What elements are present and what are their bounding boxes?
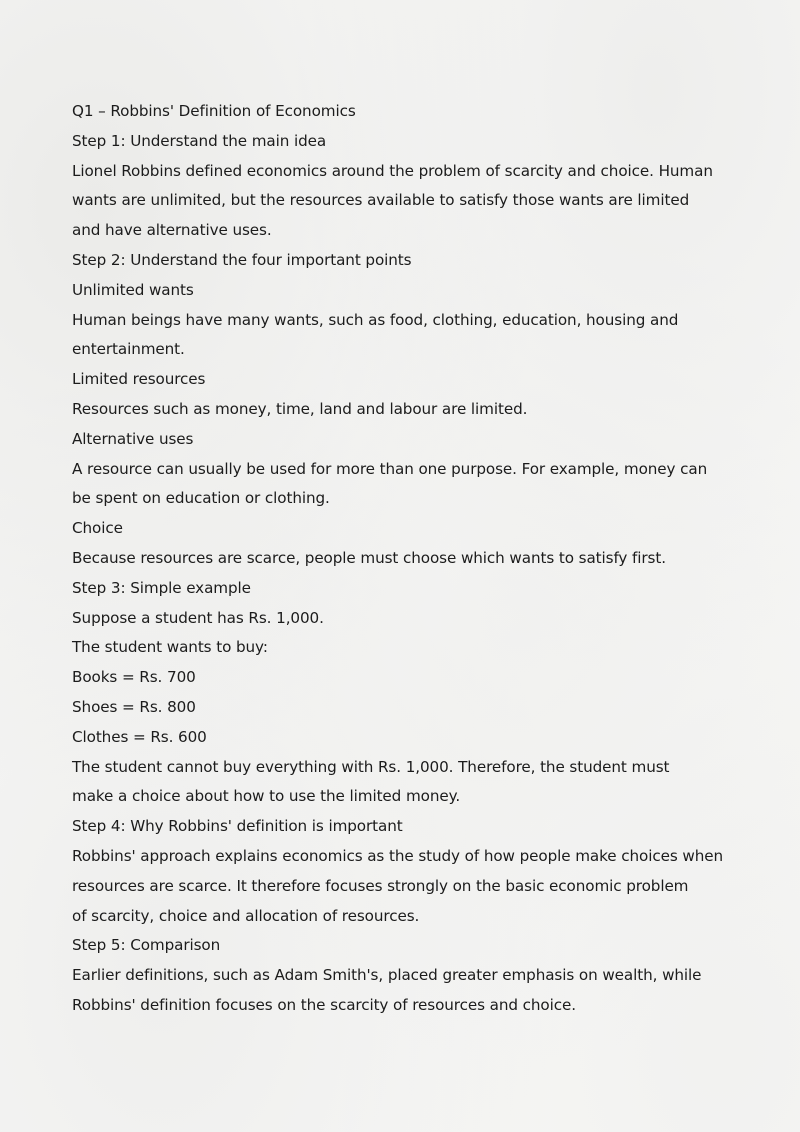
body-line: Robbins' approach explains economics as the study of how people make choices when xyxy=(72,846,723,865)
step-heading: Step 5: Comparison xyxy=(72,936,221,955)
body-line: and have alternative uses. xyxy=(72,221,272,240)
body-line: make a choice about how to use the limited money. xyxy=(72,787,461,806)
point-heading: Alternative uses xyxy=(72,429,194,448)
body-line: The student cannot buy everything with Rs. 1,000. Therefore, the student must xyxy=(72,757,670,776)
step-heading: Step 3: Simple example xyxy=(72,578,251,597)
list-item: Books = Rs. 700 xyxy=(72,668,196,687)
question-title: Q1 – Robbins' Definition of Economics xyxy=(72,102,356,120)
body-line: of scarcity, choice and allocation of resources. xyxy=(72,906,420,925)
body-line: Human beings have many wants, such as food, clothing, education, housing and xyxy=(72,310,679,329)
body-line: Earlier definitions, such as Adam Smith's, placed greater emphasis on wealth, while xyxy=(72,966,702,985)
point-heading: Choice xyxy=(72,519,123,538)
body-line: Resources such as money, time, land and labour are limited. xyxy=(72,399,528,418)
body-line: Lionel Robbins defined economics around the problem of scarcity and choice. Human xyxy=(72,161,713,180)
step-heading: Step 4: Why Robbins' definition is important xyxy=(72,817,403,836)
point-heading: Unlimited wants xyxy=(72,280,194,299)
body-line: Robbins' definition focuses on the scarcity of resources and choice. xyxy=(72,995,576,1014)
body-line: be spent on education or clothing. xyxy=(72,489,330,508)
step-heading: Step 1: Understand the main idea xyxy=(72,131,327,150)
body-line: A resource can usually be used for more than one purpose. For example, money can xyxy=(72,459,708,478)
point-heading: Limited resources xyxy=(72,370,206,389)
body-line: The student wants to buy: xyxy=(72,638,268,657)
list-item: Shoes = Rs. 800 xyxy=(72,697,196,716)
step-heading: Step 2: Understand the four important points xyxy=(72,250,412,269)
list-item: Clothes = Rs. 600 xyxy=(72,727,207,746)
handwritten-notes-page xyxy=(72,97,772,1021)
body-line: wants are unlimited, but the resources available to satisfy those wants are limited xyxy=(72,191,690,210)
body-line: Suppose a student has Rs. 1,000. xyxy=(72,608,324,627)
body-line: resources are scarce. It therefore focuses strongly on the basic economic problem xyxy=(72,876,689,895)
body-line: Because resources are scarce, people must choose which wants to satisfy first. xyxy=(72,548,666,567)
body-line: entertainment. xyxy=(72,340,185,359)
